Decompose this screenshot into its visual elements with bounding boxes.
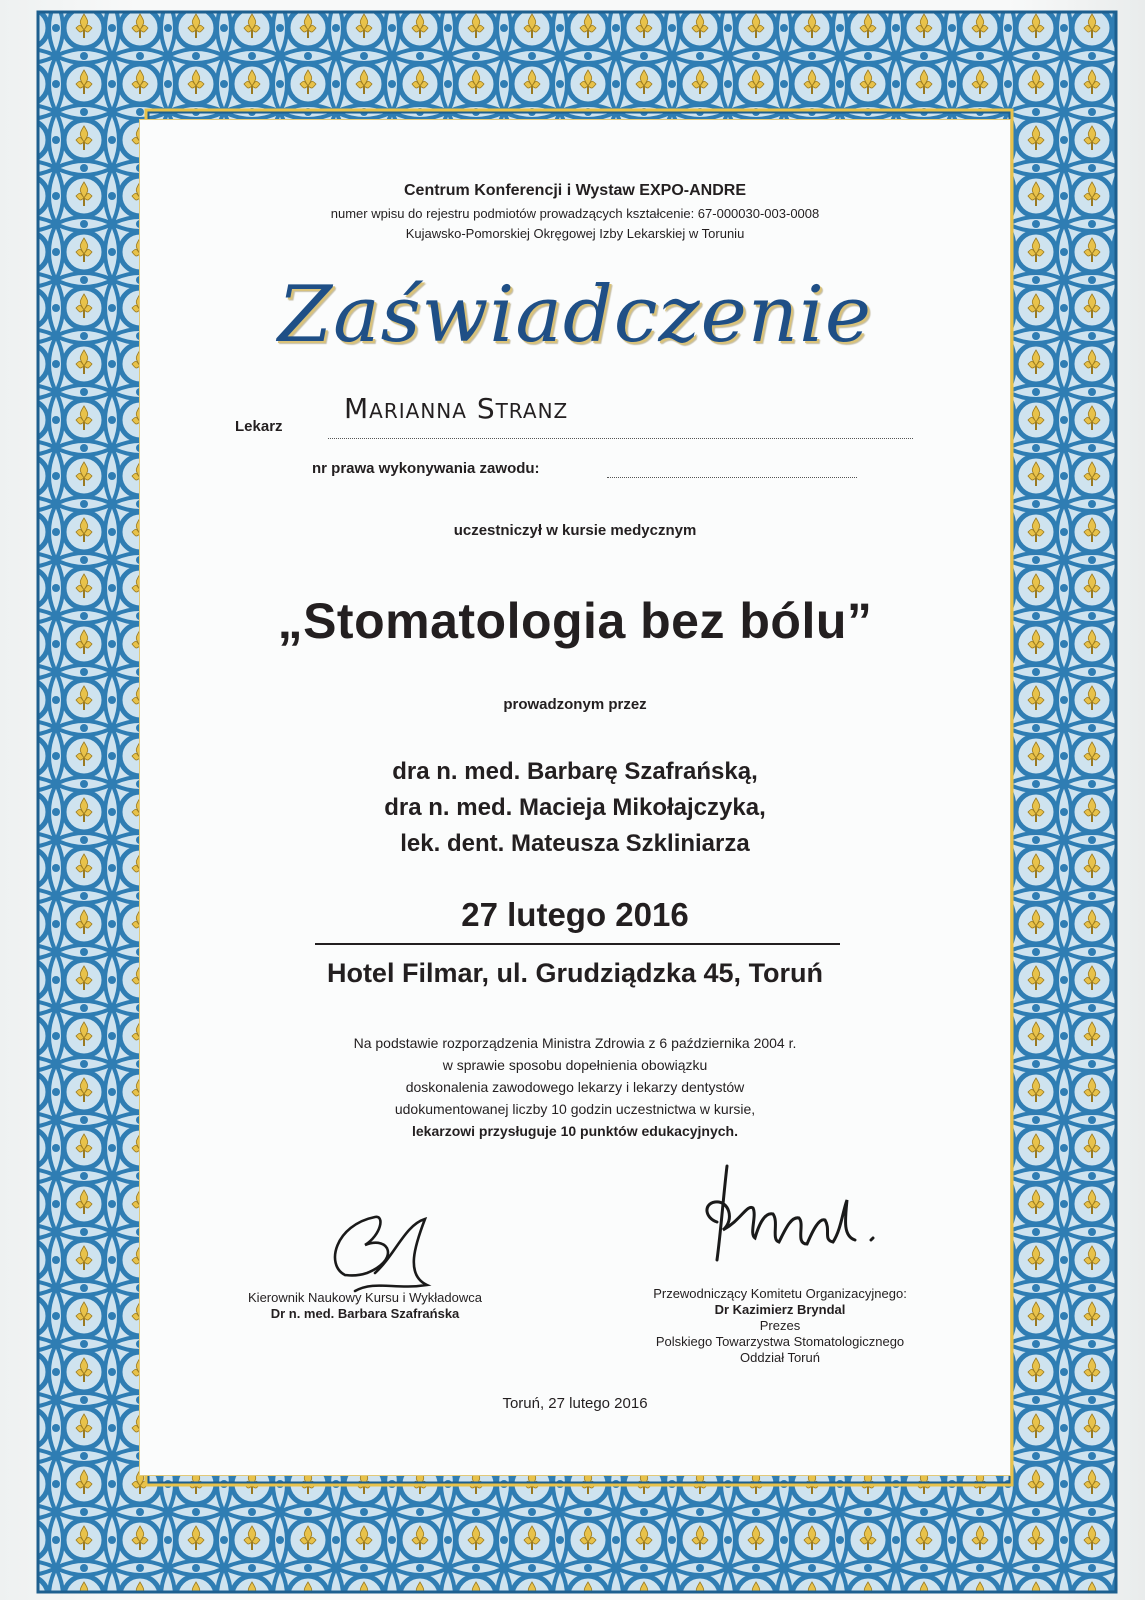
right-signatory <box>630 1286 930 1366</box>
legal-line: doskonalenia zawodowego lekarzy i lekarzy dentystów <box>405 1079 745 1095</box>
right-signatory-title: Prezes <box>759 1318 801 1333</box>
right-signature <box>695 1160 895 1270</box>
left-signatory <box>220 1290 510 1322</box>
recipient-name: Marianna Stranz <box>344 392 569 425</box>
course-title: „Stomatologia bez bólu” <box>277 593 873 649</box>
lecturer-item: dra n. med. Barbarę Szafrańską, <box>392 758 758 785</box>
lecturer-item: lek. dent. Mateusza Szkliniarza <box>400 830 750 857</box>
chamber-line: Kujawsko-Pomorskiej Okręgowej Izby Lekarskiej w Toruniu <box>405 226 745 241</box>
venue: Hotel Filmar, ul. Grudziądzka 45, Toruń <box>326 958 824 988</box>
lecturers-list <box>140 754 1010 862</box>
organization-name: Centrum Konferencji i Wystaw EXPO-ANDRE <box>404 182 746 199</box>
legal-line: w sprawie sposobu dopełnienia obowiązku <box>442 1057 708 1073</box>
legal-line: lekarzowi przysługuje 10 punktów edukacyjnych. <box>412 1123 738 1139</box>
left-signature <box>305 1205 435 1295</box>
license-value <box>607 461 857 478</box>
left-signatory-name: Dr n. med. Barbara Szafrańska <box>270 1306 460 1321</box>
led-by-text: prowadzonym przez <box>503 696 647 713</box>
certificate-title: Zaświadczenie <box>277 270 873 360</box>
legal-text <box>140 1032 1010 1142</box>
registry-line: numer wpisu do rejestru podmiotów prowadzących kształcenie: 67-000030-003-0008 <box>330 206 820 221</box>
right-signatory-branch: Oddział Toruń <box>740 1350 820 1365</box>
participation-text: uczestniczył w kursie medycznym <box>453 522 697 539</box>
recipient-name-line <box>328 392 913 439</box>
legal-line: udokumentowanej liczby 10 godzin uczestnictwa w kursie, <box>394 1101 756 1117</box>
event-date: 27 lutego 2016 <box>461 896 689 933</box>
lecturer-item: dra n. med. Macieja Mikołajczyka, <box>384 794 766 821</box>
right-signatory-org: Polskiego Towarzystwa Stomatologicznego <box>655 1334 905 1349</box>
right-signatory-role: Przewodniczący Komitetu Organizacyjnego: <box>653 1286 907 1301</box>
date-divider <box>315 943 840 945</box>
recipient-label: Lekarz <box>235 418 283 435</box>
certificate-panel <box>140 120 1010 1475</box>
left-signatory-role: Kierownik Naukowy Kursu i Wykładowca <box>248 1290 482 1305</box>
right-signatory-name: Dr Kazimierz Bryndal <box>714 1302 846 1317</box>
legal-line: Na podstawie rozporządzenia Ministra Zdrowia z 6 października 2004 r. <box>353 1035 797 1051</box>
footer-date: Toruń, 27 lutego 2016 <box>502 1395 648 1412</box>
license-label: nr prawa wykonywania zawodu: <box>312 460 540 477</box>
